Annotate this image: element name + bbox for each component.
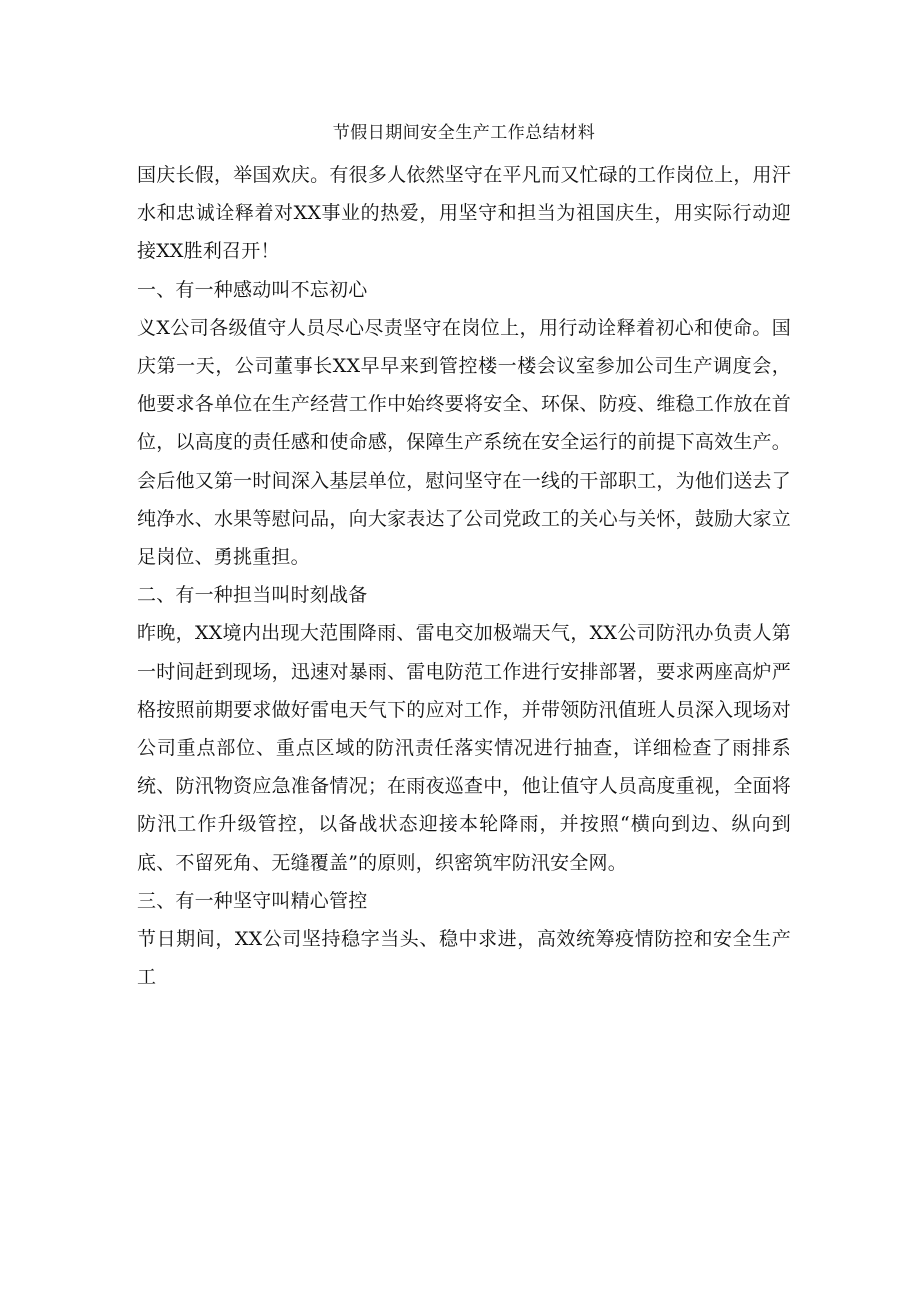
document-title: 节假日期间安全生产工作总结材料 — [332, 123, 596, 143]
document-page — [137, 118, 791, 996]
section-2-heading: 二、有一种担当叫时刻战备 — [137, 584, 368, 607]
intro-paragraph: 国庆长假，举国欢庆。有很多人依然坚守在平凡而又忙碌的工作岗位上，用汗水和忠诚诠释着对XX事业的热爱，用坚守和担当为祖国庆生，用实际行动迎接XX胜利召开！ — [137, 164, 791, 263]
section-1-body: 义X公司各级值守人员尽心尽责坚守在岗位上，用行动诠释着初心和使命。国庆第一天，公司董事长XX早早来到管控楼一楼会议室参加公司生产调度会，他要求各单位在生产经营工作中始终要将安全、环保、防疫、维稳工作放在首位，以高度的责任感和使命感，保障生产系统在安全运行的前提下高效生产。会后他又第一时间深入基层单位，慰问坚守在一线的干部职工，为他们送去了纯净水、水果等慰问品，向大家表达了公司党政工的关心与关怀，鼓励大家立足岗位、勇挑重担。 — [137, 316, 791, 569]
section-1-heading: 一、有一种感动叫不忘初心 — [137, 278, 368, 301]
title-spacer — [137, 148, 791, 156]
section-3-heading: 三、有一种坚守叫精心管控 — [137, 889, 368, 912]
section-3-body: 节日期间，XX公司坚持稳字当头、稳中求进，高效统筹疫情防控和安全生产工 — [137, 928, 791, 989]
section-2-body: 昨晚，XX境内出现大范围降雨、雷电交加极端天气，XX公司防汛办负责人第一时间赶到现场，迅速对暴雨、雷电防范工作进行安排部署，要求两座高炉严格按照前期要求做好雷电天气下的应对工作，并带领防汛值班人员深入现场对公司重点部位、重点区域的防汛责任落实情况进行抽查，详细检查了雨排系统、防汛物资应急准备情况；在雨夜巡查中，他让值守人员高度重视，全面将防汛工作升级管控，以备战状态迎接本轮降雨，并按照“横向到边、纵向到底、不留死角、无缝覆盖”的原则，织密筑牢防汛安全网。 — [137, 622, 791, 874]
